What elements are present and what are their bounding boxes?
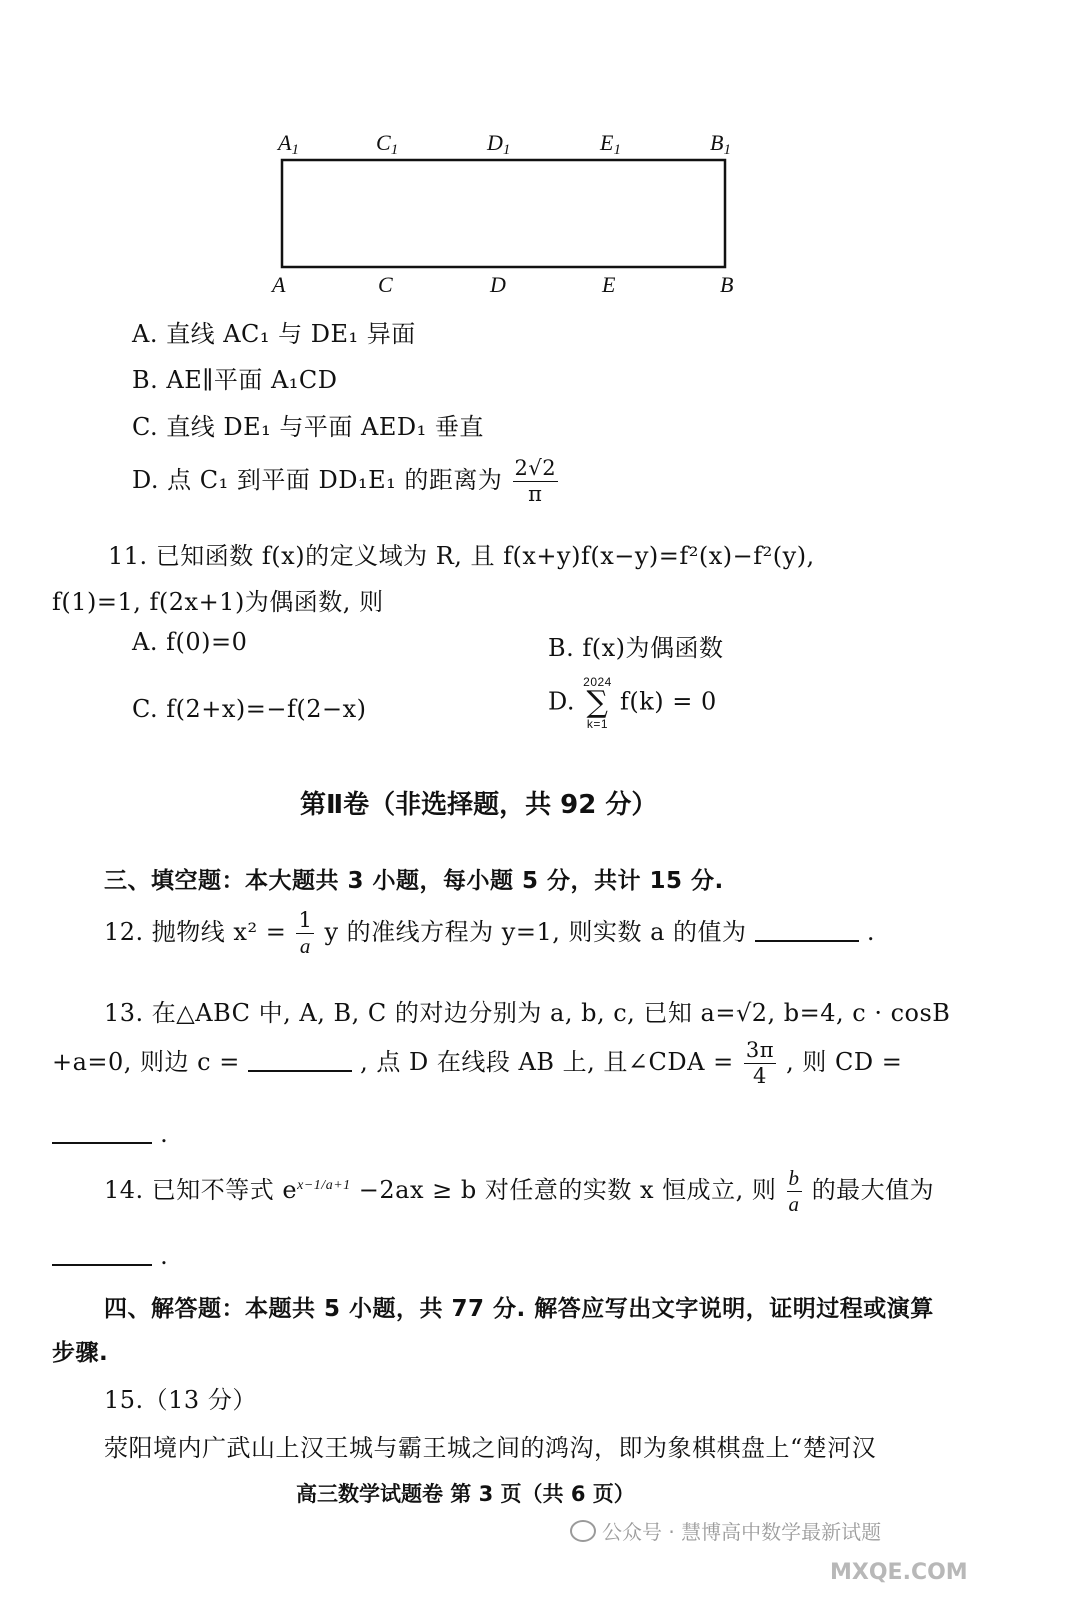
- q11-option-d-prefix: D.: [548, 687, 576, 716]
- q11-stem-line1: 11. 已知函数 f(x)的定义域为 R, 且 f(x+y)f(x−y)=f²(x)−f²(y),: [108, 542, 815, 570]
- fraction-denominator: a: [788, 1192, 800, 1216]
- q14-fraction: [787, 1168, 802, 1215]
- label-B: B: [720, 272, 734, 297]
- rectangle-outline: [282, 160, 725, 267]
- section4-heading-line1: 四、解答题：本题共 5 小题，共 77 分. 解答应写出文字说明，证明过程或演算: [104, 1296, 934, 1322]
- section4-heading-line2: 步骤.: [52, 1340, 109, 1366]
- label-E1: $E_1$: [600, 130, 621, 158]
- sum-lower-limit: k=1: [586, 717, 609, 731]
- fraction-denominator: π: [528, 482, 543, 506]
- q12-suffix: y 的准线方程为 y=1, 则实数 a 的值为: [324, 918, 747, 946]
- q14-line2: [52, 1242, 168, 1270]
- q10-option-d-fraction: [513, 458, 559, 505]
- q13-line3: [52, 1120, 168, 1148]
- rectangle-diagram: [270, 150, 750, 280]
- q13-fraction: [744, 1040, 776, 1087]
- fraction-numerator: 3π: [745, 1038, 774, 1062]
- label-C1: $C_1$: [376, 130, 399, 158]
- fraction-numerator: 1: [298, 908, 313, 932]
- q11-option-c: C. f(2+x)=−f(2−x): [132, 695, 367, 723]
- label-A: A: [272, 272, 286, 297]
- q13-line2: [52, 1040, 902, 1087]
- q11-option-a: A. f(0)=0: [132, 628, 248, 656]
- q14-prefix: 14. 已知不等式 e: [104, 1176, 298, 1204]
- q11-option-b: B. f(x)为偶函数: [548, 634, 724, 662]
- label-C: C: [378, 272, 393, 297]
- summation-symbol: [583, 676, 612, 730]
- q13-line1: 13. 在△ABC 中, A, B, C 的对边分别为 a, b, c, 已知 a=√2, b=4, c · cosB: [104, 999, 951, 1027]
- label-D1: $D_1$: [487, 130, 511, 158]
- q13-blank-cd[interactable]: [52, 1142, 152, 1144]
- watermark-text: 公众号 · 慧博高中数学最新试题: [602, 1520, 882, 1544]
- label-A1: $A_1$: [278, 130, 299, 158]
- q10-option-a: A. 直线 AC₁ 与 DE₁ 异面: [132, 320, 416, 348]
- q11-stem-line2: f(1)=1, f(2x+1)为偶函数, 则: [52, 588, 384, 616]
- q13-blank-c[interactable]: [248, 1070, 352, 1072]
- q12-end: .: [866, 918, 875, 946]
- fraction-denominator: 4: [752, 1064, 767, 1088]
- q13-line2-c: , 则 CD =: [786, 1048, 903, 1076]
- q11-option-d: [548, 676, 717, 730]
- q10-option-c: C. 直线 DE₁ 与平面 AED₁ 垂直: [132, 413, 484, 441]
- fraction-numerator: 2√2: [514, 456, 557, 480]
- q10-option-d-text: D. 点 C₁ 到平面 DD₁E₁ 的距离为: [132, 466, 503, 494]
- q10-option-b: B. AE∥平面 A₁CD: [132, 366, 338, 394]
- q12-fraction: [296, 910, 314, 957]
- watermark-site: MXQE.COM: [830, 1560, 968, 1585]
- q10-option-d: [132, 458, 560, 505]
- page-footer: 高三数学试题卷 第 3 页（共 6 页）: [296, 1482, 635, 1506]
- q14-middle: −2ax ≥ b 对任意的实数 x 恒成立, 则: [350, 1176, 777, 1204]
- fraction-numerator: b: [788, 1166, 800, 1190]
- q15-title: 15.（13 分）: [104, 1386, 257, 1414]
- q13-end: .: [160, 1120, 169, 1148]
- part2-title: 第Ⅱ卷（非选择题，共 92 分）: [300, 790, 658, 820]
- label-E: E: [602, 272, 616, 297]
- q14-exponent: x−1/a+1: [297, 1178, 351, 1193]
- q14-end: .: [160, 1242, 169, 1270]
- section3-heading: 三、填空题：本大题共 3 小题，每小题 5 分，共计 15 分.: [104, 868, 724, 894]
- watermark: [570, 1516, 881, 1545]
- fraction-denominator: a: [299, 934, 311, 958]
- q13-line2-a: +a=0, 则边 c =: [52, 1048, 240, 1076]
- q15-text: 荥阳境内广武山上汉王城与霸王城之间的鸿沟，即为象棋棋盘上“楚河汉: [104, 1434, 877, 1462]
- q12-prefix: 12. 抛物线 x² =: [104, 918, 287, 946]
- wechat-icon: [570, 1520, 596, 1542]
- q12-text: [104, 910, 875, 957]
- q14-text: [104, 1168, 934, 1215]
- q12-answer-blank[interactable]: [755, 940, 859, 942]
- q14-suffix: 的最大值为: [811, 1176, 935, 1204]
- label-B1: $B_1$: [710, 130, 731, 158]
- q11-option-d-suffix: f(k) = 0: [620, 687, 717, 716]
- q13-line2-b: , 点 D 在线段 AB 上, 且∠CDA =: [360, 1048, 734, 1076]
- label-D: D: [490, 272, 506, 297]
- sigma-icon: ∑: [586, 685, 609, 720]
- sum-upper-limit: 2024: [583, 675, 612, 689]
- q14-answer-blank[interactable]: [52, 1264, 152, 1266]
